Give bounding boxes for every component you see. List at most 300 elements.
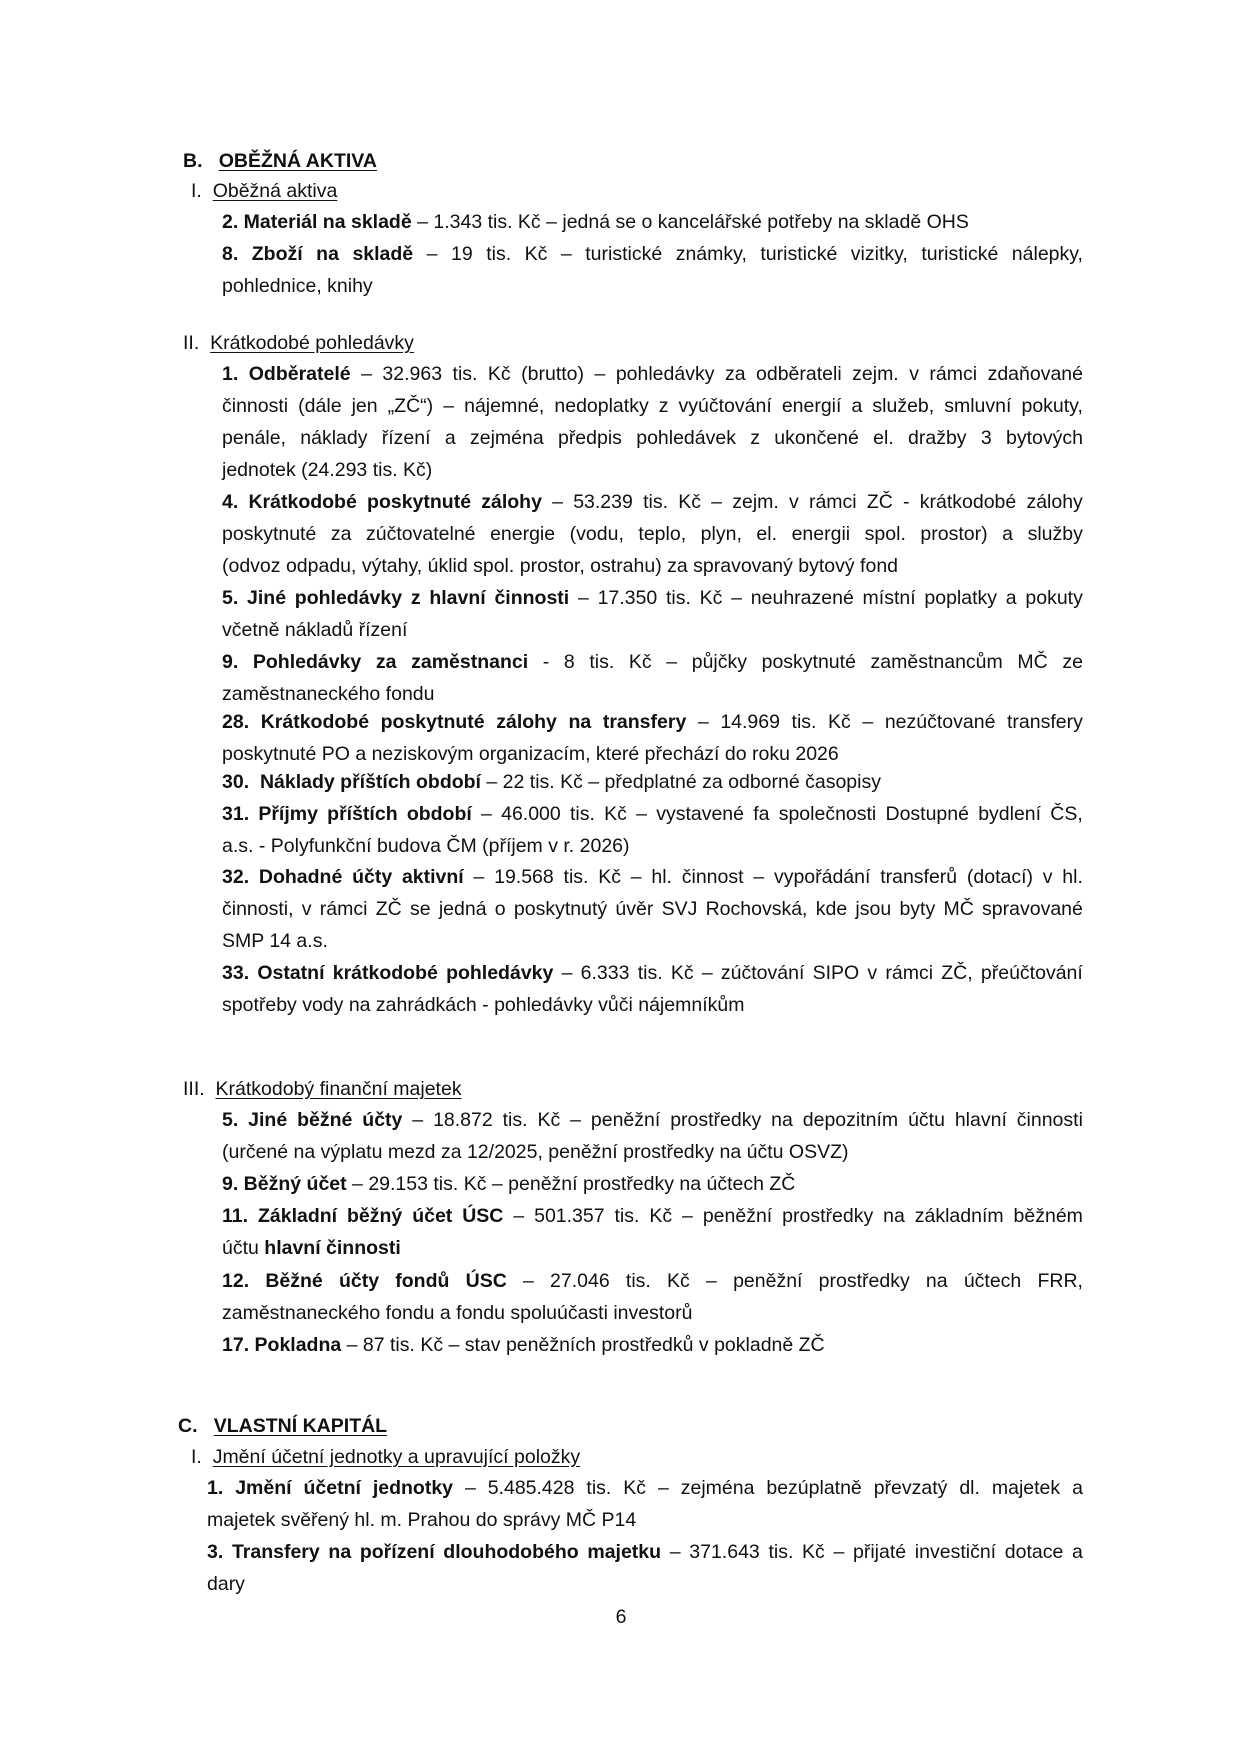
item-line: [222, 425, 1083, 451]
item-title-word: na: [316, 243, 339, 265]
item-line: [207, 1475, 1083, 1501]
item-text-word: FRR,: [1037, 1270, 1083, 1292]
item-text-word: Kč: [537, 1109, 561, 1131]
item-line: [222, 1171, 795, 1197]
item-text-word: zálohy: [1026, 491, 1083, 513]
item-title-word: 32.: [222, 866, 250, 888]
item-text-word: dražby: [908, 427, 967, 449]
item-text-word: –: [657, 1477, 669, 1499]
item-title-word: Základní: [257, 1205, 338, 1227]
subsection-title: Oběžná aktiva: [212, 180, 338, 202]
item-title-word: 4.: [222, 491, 239, 513]
item-text-word: a: [1072, 1477, 1083, 1499]
item-title-word: za: [375, 651, 397, 673]
item-text: pohlednice, knihy: [222, 275, 373, 297]
item-line: [207, 1507, 636, 1533]
item-text-word: Kč: [678, 491, 701, 513]
item-title-word: dlouhodobého: [443, 1541, 579, 1563]
item-text: poskytnuté PO a neziskovým organizacím, které přechází do roku 2026: [222, 743, 839, 765]
item-text-word: v: [867, 962, 878, 984]
item-line: [222, 1203, 1083, 1229]
item-text-word: odběrateli: [756, 363, 842, 385]
item-title-word: z: [410, 587, 421, 609]
item-line: [222, 741, 839, 767]
item-text-word: tis.: [643, 491, 668, 513]
item-text-word: a: [851, 395, 863, 417]
item-text-word: turistické: [585, 243, 663, 265]
item-title-word: Dohadné: [258, 866, 343, 888]
item-text-word: 6.333: [580, 962, 630, 984]
item-text-word: převzatý: [873, 1477, 948, 1499]
item-text-word: jedná: [438, 898, 487, 920]
item-text-word: –: [481, 803, 492, 825]
item-title: 9. Běžný účet: [222, 1173, 347, 1195]
item-line: [222, 896, 1083, 922]
item-line: [222, 833, 630, 859]
section-title: OBĚŽNÁ AKTIVA: [218, 150, 377, 172]
item-text-word: Kč: [699, 587, 723, 609]
item-text-word: přijaté: [853, 1541, 907, 1563]
item-text-word: depozitním: [802, 1109, 899, 1131]
item-line: [222, 1107, 1083, 1133]
item-text: – 22 tis. Kč – předplatné za odborné časopisy: [480, 771, 881, 793]
item-text-word: z: [750, 427, 760, 449]
item-text-word: plyn,: [700, 523, 742, 545]
item-text-word: spol.: [864, 523, 906, 545]
item-text-word: tis.: [665, 587, 691, 609]
item-title-word: ÚSC: [465, 1270, 507, 1292]
item-title-word: účty: [352, 866, 393, 888]
item-text-word: el.: [873, 427, 894, 449]
section-b-heading: [183, 148, 377, 174]
item-text-word: ZČ: [866, 491, 893, 513]
item-text-word: –: [464, 1477, 476, 1499]
item-text-word: v: [301, 898, 312, 920]
item-text-word: energie: [490, 523, 556, 545]
item-title-word: Krátkodobé: [260, 711, 370, 733]
item-text-word: 501.357: [534, 1205, 605, 1227]
subsection-title: Jmění účetní jednotky a upravující položky: [212, 1446, 581, 1468]
item-text-word: tis.: [486, 243, 512, 265]
item-title-word: krátkodobé: [332, 962, 438, 984]
item-text-word: půjčky: [691, 651, 747, 673]
item-text: – 29.153 tis. Kč – peněžní prostředky na účtech ZČ: [346, 1173, 796, 1195]
item-text-word: –: [833, 1541, 845, 1563]
item-text-word: neuhrazené: [750, 587, 854, 609]
item-title-word: pohledávky: [294, 587, 403, 609]
item-text-word: a: [1005, 587, 1017, 609]
item-line: [222, 553, 898, 579]
item-line: [207, 1539, 1083, 1565]
item-title: 2. Materiál na skladě: [222, 211, 412, 233]
item-text-word: a: [444, 427, 456, 449]
item-text-word: jsou: [855, 898, 892, 920]
item-text: majetek svěřený hl. m. Prahou do správy MČ P14: [207, 1509, 637, 1531]
item-text-word: poskytnuté: [222, 523, 317, 545]
item-text: (určené na výplatu mezd za 12/2025, peněžní prostředky na účtu OSVZ): [222, 1141, 849, 1163]
item-text-word: základním: [914, 1205, 1004, 1227]
item-title-word: 1.: [222, 363, 239, 385]
item-text-word: známky,: [675, 243, 747, 265]
item-text-word: úvěr: [615, 898, 654, 920]
item-text-word: kde: [815, 898, 848, 920]
item-line: [222, 960, 1083, 986]
item-line: [207, 1571, 245, 1597]
item-text-word: –: [682, 1205, 693, 1227]
item-text-word: teplo,: [638, 523, 687, 545]
item-text-word: Dostupné: [885, 803, 969, 825]
item-text-word: 32.963: [382, 363, 443, 385]
subsection-title: Krátkodobý finanční majetek: [215, 1078, 462, 1100]
item-text-word: zejm.: [732, 491, 779, 513]
item-title-word: Zboží: [251, 243, 303, 265]
roman-numeral: I.: [191, 1446, 202, 1468]
item-text-word: tis.: [569, 803, 595, 825]
item-text-word: –: [552, 491, 563, 513]
item-text-word: tis.: [768, 1541, 794, 1563]
item-line: [222, 992, 744, 1018]
item-text-word: jen: [351, 395, 378, 417]
item-title: 30. Náklady příštích období: [222, 771, 481, 793]
roman-numeral: II.: [183, 332, 200, 354]
item-text-word: pohledávek: [636, 427, 736, 449]
item-line: [222, 801, 1083, 827]
item-text-word: zaměstnancům: [870, 651, 1003, 673]
item-text-word: ČS,: [1050, 803, 1083, 825]
item-title-word: 5.: [222, 587, 239, 609]
item-line: [222, 1235, 401, 1261]
item-text-word: v: [789, 491, 799, 513]
item-text-word: zejména: [680, 1477, 755, 1499]
item-text-word: zúčtování: [720, 962, 805, 984]
item-title-word: Transfery: [231, 1541, 320, 1563]
item-title-word: 11.: [222, 1205, 249, 1227]
item-text-word: Kč: [598, 866, 621, 888]
item-text-word: zdaňované: [987, 363, 1083, 385]
item-text-word: SVJ: [661, 898, 698, 920]
item-text-word: –: [443, 395, 455, 417]
item-text-word: Kč: [667, 1270, 690, 1292]
item-title-word: na: [328, 1541, 352, 1563]
subsection-heading: [183, 1076, 462, 1102]
item-text-word: nájemné,: [464, 395, 545, 417]
item-title-word: pohledávky: [446, 962, 554, 984]
item-text-word: –: [636, 803, 647, 825]
item-text-word: Kč: [628, 651, 652, 673]
item-text: zaměstnaneckého fondu: [222, 683, 435, 705]
item-text-word: tis.: [791, 711, 817, 733]
item-text-word: poplatky: [924, 587, 998, 609]
item-text-word: ze: [1062, 651, 1083, 673]
item-text-word: –: [513, 1205, 525, 1227]
item-text-word: –: [753, 866, 765, 888]
item-text-word: tis.: [637, 962, 663, 984]
item-text-word: o: [494, 898, 506, 920]
item-line: [222, 489, 1083, 515]
item-title-word: 31.: [222, 803, 250, 825]
item-text-word: účtech: [963, 1270, 1022, 1292]
item-text-word: dotace: [1004, 1541, 1064, 1563]
item-text-word: el.: [756, 523, 778, 545]
item-title-word: 1.: [207, 1477, 224, 1499]
item-text-word: -: [542, 651, 550, 673]
item-text-word: energii: [791, 523, 851, 545]
item-text-word: společnosti: [778, 803, 877, 825]
item-text-word: prostor): [920, 523, 988, 545]
item-text-word: –: [630, 866, 642, 888]
item-line: [222, 209, 969, 235]
item-text-word: Kč: [524, 243, 548, 265]
item-text-word: a: [1002, 523, 1014, 545]
item-text-word: –: [669, 1541, 681, 1563]
item-text-word: krátkodobé: [919, 491, 1017, 513]
item-text-word: SIPO: [812, 962, 860, 984]
item-line: [222, 1300, 692, 1326]
item-title-word: pořízení: [359, 1541, 435, 1563]
item-title-word: zálohy: [481, 491, 542, 513]
item-text-word: pokuty,: [1021, 395, 1083, 417]
item-text-word: prostředky: [782, 1205, 874, 1227]
item-line: [222, 393, 1083, 419]
item-line: [222, 361, 1083, 387]
item-title: hlavní činnosti: [264, 1237, 401, 1259]
item-line: [222, 681, 434, 707]
item-title-word: transfery: [602, 711, 687, 733]
item-text-word: služby: [1027, 523, 1083, 545]
subsection-heading: [183, 330, 414, 356]
item-text: dary: [207, 1573, 245, 1595]
item-text-word: účtu: [908, 1109, 945, 1131]
item-text-word: majetek: [991, 1477, 1061, 1499]
item-title: 17. Pokladna: [222, 1334, 342, 1356]
item-text-word: tis.: [452, 363, 478, 385]
item-text-word: –: [473, 866, 485, 888]
roman-numeral: III.: [183, 1078, 205, 1100]
item-text-word: nedoplatky: [554, 395, 649, 417]
item-text: včetně nákladů řízení: [222, 619, 408, 641]
item-text-word: Kč: [828, 711, 851, 733]
item-text-word: zúčtovatelné: [366, 523, 476, 545]
item-title-word: Pohledávky: [252, 651, 362, 673]
item-text-word: –: [361, 363, 372, 385]
item-title-word: 8.: [222, 243, 239, 265]
item-text-word: byty: [899, 898, 936, 920]
item-text-word: nálepky,: [1011, 243, 1083, 265]
item-text-word: v: [1042, 866, 1053, 888]
subsection-title: Krátkodobé pohledávky: [210, 332, 414, 354]
item-text-word: –: [711, 491, 723, 513]
item-text-word: činnosti: [222, 395, 289, 417]
item-text-word: –: [666, 651, 678, 673]
item-text: – 87 tis. Kč – stav peněžních prostředků v pokladně ZČ: [341, 1334, 825, 1356]
item-text-word: na: [883, 1205, 905, 1227]
item-text-word: hl.: [651, 866, 672, 888]
item-text-word: tis.: [563, 866, 589, 888]
item-text: jednotek (24.293 tis. Kč): [222, 459, 433, 481]
item-text-word: tis.: [625, 1270, 651, 1292]
item-title-word: Jmění: [235, 1477, 292, 1499]
item-text-word: předpis: [557, 427, 622, 449]
item-line: [222, 864, 1083, 890]
item-text-word: vizitky,: [850, 243, 908, 265]
item-text-word: za: [724, 363, 746, 385]
item-title-word: 28.: [222, 711, 250, 733]
item-text-word: 19: [451, 243, 473, 265]
section-letter: C.: [178, 1415, 198, 1437]
item-text-word: tis.: [614, 1205, 640, 1227]
item-text-word: Kč: [487, 363, 511, 385]
item-text-word: MČ: [1017, 651, 1048, 673]
item-title-word: období: [406, 803, 472, 825]
page-number: 6: [615, 1606, 627, 1628]
item-text-word: –: [706, 1270, 717, 1292]
item-text-word: -: [903, 491, 910, 513]
item-title-word: fondů: [395, 1270, 450, 1292]
item-line: [222, 928, 328, 954]
item-title-word: poskytnuté: [367, 491, 472, 513]
item-text-word: –: [697, 711, 709, 733]
section-title: VLASTNÍ KAPITÁL: [213, 1415, 388, 1437]
item-text-word: a: [1072, 1541, 1083, 1563]
item-text-word: zejména: [469, 427, 544, 449]
item-text-word: poskytnutý: [513, 898, 608, 920]
item-text-word: peněžní: [733, 1270, 803, 1292]
item-text-word: prostředky: [818, 1270, 910, 1292]
item-text-word: běžném: [1013, 1205, 1083, 1227]
item-text-word: v: [909, 363, 919, 385]
item-text-word: řízení: [381, 427, 431, 449]
item-text-word: (dále: [298, 395, 342, 417]
item-text-word: tis.: [586, 1477, 612, 1499]
item-title-word: účty: [362, 1109, 403, 1131]
item-text-word: 5.485.428: [487, 1477, 575, 1499]
item-text-word: –: [577, 587, 589, 609]
item-text-word: (dotací): [966, 866, 1034, 888]
item-text-word: rámci: [929, 363, 978, 385]
item-text-word: smluvní: [944, 395, 1012, 417]
item-text-word: 19.568: [494, 866, 554, 888]
item-title-word: činnosti: [494, 587, 570, 609]
item-title-word: 12.: [222, 1270, 250, 1292]
item-text-word: –: [412, 1109, 424, 1131]
item-text-word: místní: [862, 587, 916, 609]
item-text-word: bydlení: [978, 803, 1042, 825]
item-text-word: přeúčtování: [980, 962, 1083, 984]
item-line: [222, 241, 1083, 267]
item-title-word: skladě: [352, 243, 414, 265]
item-text-word: 46.000: [501, 803, 561, 825]
item-line: [222, 273, 373, 299]
item-text-word: 8: [563, 651, 575, 673]
item-text-word: –: [701, 962, 713, 984]
item-text-word: 53.239: [573, 491, 633, 513]
item-text-word: –: [522, 1270, 534, 1292]
item-line: [222, 457, 432, 483]
item-title-word: 3.: [207, 1541, 224, 1563]
item-text-word: dl.: [959, 1477, 980, 1499]
item-text-word: poskytnuté: [761, 651, 856, 673]
item-text: účtu: [222, 1237, 265, 1259]
item-text-word: turistické: [921, 243, 999, 265]
item-text-word: pohledávky: [615, 363, 715, 385]
item-text-word: „ZČ“): [387, 395, 434, 417]
item-text-word: tis.: [502, 1109, 528, 1131]
item-title-word: Jiné: [247, 587, 287, 609]
item-text-word: na: [925, 1270, 948, 1292]
item-text-word: hlavní: [954, 1109, 1007, 1131]
item-title-word: ÚSC: [462, 1205, 504, 1227]
item-text: spotřeby vody na zahrádkách - pohledávky vůči nájemníkům: [222, 994, 745, 1016]
item-text: – 1.343 tis. Kč – jedná se o kancelářské potřeby na skladě OHS: [411, 211, 969, 233]
item-text-word: Kč: [623, 1477, 647, 1499]
item-text-word: služeb,: [872, 395, 935, 417]
item-text-word: vyúčtování: [678, 395, 772, 417]
item-line: [222, 585, 1083, 611]
item-text-word: ukončené: [774, 427, 859, 449]
item-title-word: účetní: [303, 1477, 361, 1499]
item-text-word: MČ: [943, 898, 974, 920]
item-text-word: rámci: [885, 962, 934, 984]
item-text-word: rámci: [319, 898, 368, 920]
section-letter: B.: [183, 150, 203, 172]
item-text-word: rámci: [808, 491, 857, 513]
section-c-heading: [178, 1413, 387, 1439]
item-line: [222, 709, 1083, 735]
item-title-word: Běžné: [265, 1270, 323, 1292]
item-line: [222, 1332, 825, 1358]
item-text-word: vypořádání: [773, 866, 871, 888]
item-text-word: spravované: [982, 898, 1083, 920]
item-text-word: Kč: [670, 962, 694, 984]
item-title-word: běžný: [347, 1205, 403, 1227]
item-text-word: náklady: [300, 427, 368, 449]
item-title-word: Odběratelé: [248, 363, 351, 385]
roman-numeral: I.: [191, 180, 202, 202]
item-title-word: 33.: [222, 962, 250, 984]
item-text-word: –: [570, 1109, 581, 1131]
item-text-word: zejm.: [852, 363, 899, 385]
item-title-word: zaměstnanci: [411, 651, 529, 673]
item-text-word: peněžní: [590, 1109, 661, 1131]
item-text-word: prostředky: [670, 1109, 762, 1131]
item-line: [222, 1139, 849, 1165]
item-text-word: Rochovská,: [705, 898, 808, 920]
item-text: SMP 14 a.s.: [222, 930, 328, 952]
item-text-word: –: [561, 962, 573, 984]
item-title-word: majetku: [587, 1541, 662, 1563]
item-line: [222, 521, 1083, 547]
item-text-word: 3: [980, 427, 992, 449]
item-text-word: pokuty: [1025, 587, 1083, 609]
item-title-word: Krátkodobé: [248, 491, 357, 513]
item-text-word: hl.: [1062, 866, 1083, 888]
item-text-word: 17.350: [597, 587, 658, 609]
item-text-word: činnost: [681, 866, 744, 888]
item-line: [222, 649, 1083, 675]
item-text-word: transferů: [880, 866, 958, 888]
item-text-word: peněžní: [702, 1205, 773, 1227]
item-title-word: Příjmy: [258, 803, 318, 825]
item-text-word: z: [658, 395, 669, 417]
item-line: [222, 769, 881, 795]
item-title-word: aktivní: [401, 866, 464, 888]
item-title-word: na: [568, 711, 592, 733]
item-text-word: se: [409, 898, 431, 920]
item-text: zaměstnaneckého fondu a fondu spoluúčasti investorů: [222, 1302, 693, 1324]
item-title-word: příštích: [327, 803, 398, 825]
item-text-word: 371.643: [689, 1541, 760, 1563]
item-text-word: –: [560, 243, 572, 265]
